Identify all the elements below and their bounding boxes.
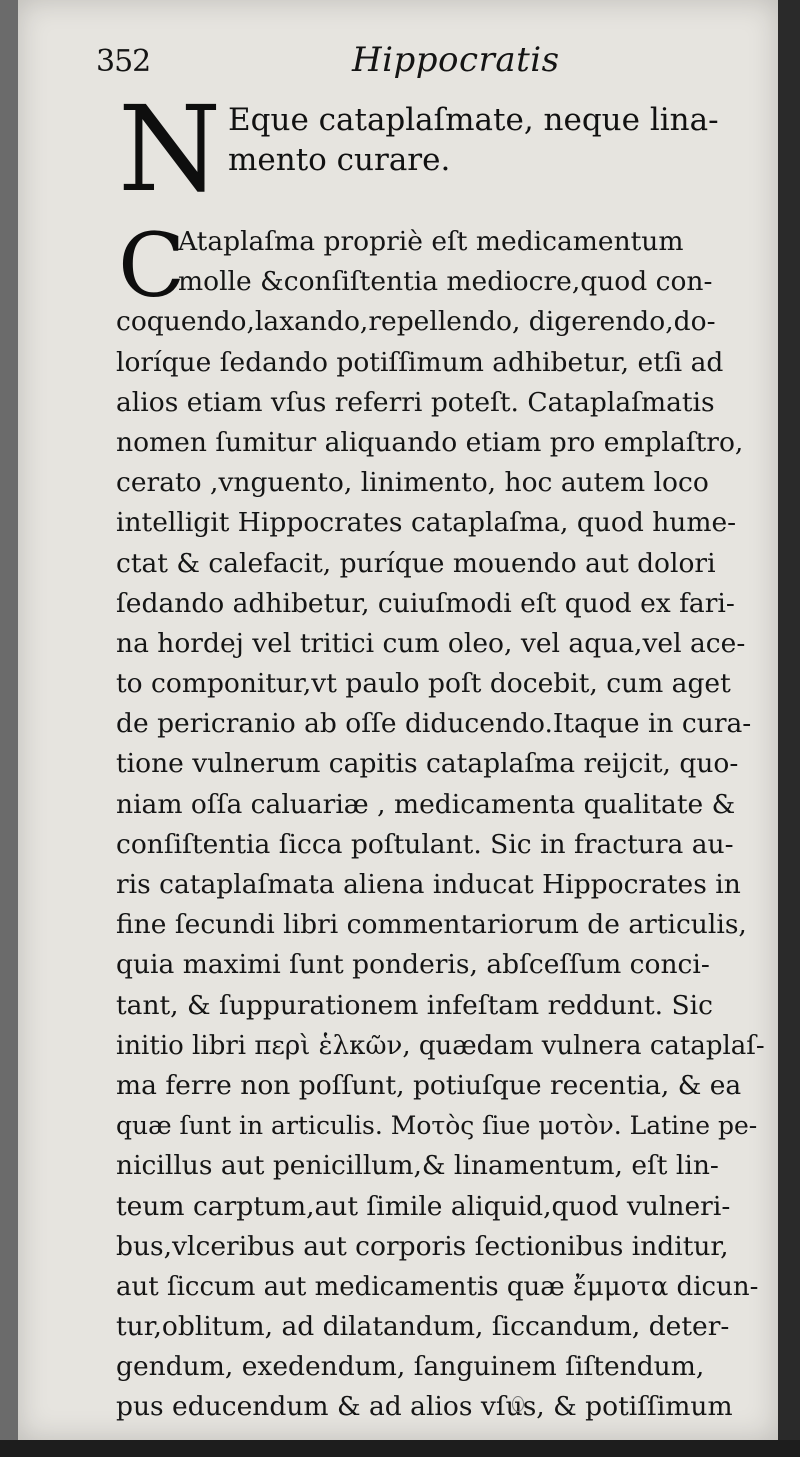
text-line: tione vulnerum capitis cataplaſma reijcit, quo- bbox=[116, 748, 739, 780]
text-line: teum carptum,aut ſimile aliquid,quod vulneri- bbox=[116, 1190, 731, 1222]
aphorism-heading bbox=[228, 100, 768, 180]
text-line: na hordej vel tritici cum oleo, vel aqua,vel ace- bbox=[116, 627, 746, 659]
text-line: bus,vlceribus aut corporis ſectionibus inditur, bbox=[116, 1230, 729, 1262]
text-line: nomen ſumitur aliquando etiam pro emplaſtro, bbox=[116, 426, 744, 458]
heading-line: Eque cataplaſmate, neque lina- bbox=[228, 102, 719, 138]
scan-edge-bottom bbox=[0, 1440, 800, 1457]
commentary-text bbox=[116, 214, 766, 1428]
paper-speck bbox=[512, 1396, 524, 1412]
text-line: quæ ſunt in articulis. Μοτὸς ſiue μοτὸν. Latine pe- bbox=[116, 1111, 758, 1141]
text-line: quia maximi ſunt ponderis, abſceſſum conci- bbox=[116, 949, 710, 981]
text-line: aut ſiccum aut medicamentis quæ ἔμμοτα dicun- bbox=[116, 1271, 759, 1302]
text-line: molle &conſiſtentia mediocre,quod con- bbox=[178, 266, 713, 298]
text-line: cerato ,vnguento, linimento, hoc autem loco bbox=[116, 467, 709, 499]
body-drop-cap: C bbox=[118, 214, 186, 317]
text-line: conſiſtentia ſicca poſtulant. Sic in fractura au- bbox=[116, 828, 734, 860]
text-line: Ataplaſma propriè eſt medicamentum bbox=[178, 226, 684, 257]
running-head: Hippocratis bbox=[352, 40, 560, 80]
text-line: coquendo,laxando,repellendo, digerendo,do- bbox=[116, 306, 716, 338]
text-line: fine ſecundi libri commentariorum de articulis, bbox=[116, 909, 747, 941]
text-line: de pericranio ab oſſe diducendo.Itaque in cura- bbox=[116, 708, 752, 740]
text-line: ctat & calefacit, puríque mouendo aut dolori bbox=[116, 547, 716, 579]
text-line: alios etiam vſus referri poteſt. Cataplaſmatis bbox=[116, 386, 715, 418]
text-line: niam oſſa caluariæ , medicamenta qualitate & bbox=[116, 788, 736, 820]
text-line: ris cataplaſmata aliena inducat Hippocrates in bbox=[116, 869, 741, 900]
heading-line: mento curare. bbox=[228, 142, 451, 178]
text-line: pus educendum & ad alios vſus, & potiſſimum bbox=[116, 1391, 733, 1423]
text-line: ſedando adhibetur, cuiuſmodi eſt quod ex fari- bbox=[116, 587, 735, 619]
text-line: loríque ſedando potiſſimum adhibetur, etſi ad bbox=[116, 346, 724, 378]
text-line: tant, & ſuppurationem infeſtam reddunt. Sic bbox=[116, 989, 713, 1021]
text-line: initio libri περὶ ἑλκῶν, quædam vulnera cataplaſ- bbox=[116, 1030, 765, 1061]
text-line: ma ferre non poſſunt, potiuſque recentia, & ea bbox=[116, 1069, 742, 1101]
page-number: 352 bbox=[96, 44, 151, 79]
text-line: to componitur,vt paulo poſt docebit, cum aget bbox=[116, 668, 731, 700]
heading-drop-cap: N bbox=[118, 80, 222, 218]
text-line: tur,oblitum, ad dilatandum, ſiccandum, deter- bbox=[116, 1311, 730, 1343]
scan-edge-right bbox=[778, 0, 800, 1457]
text-line: intelligit Hippocrates cataplaſma, quod hume- bbox=[116, 507, 737, 539]
text-line: gendum, exedendum, ſanguinem ſiſtendum, bbox=[116, 1351, 705, 1383]
text-line: nicillus aut penicillum,& linamentum, eſt lin- bbox=[116, 1150, 719, 1182]
